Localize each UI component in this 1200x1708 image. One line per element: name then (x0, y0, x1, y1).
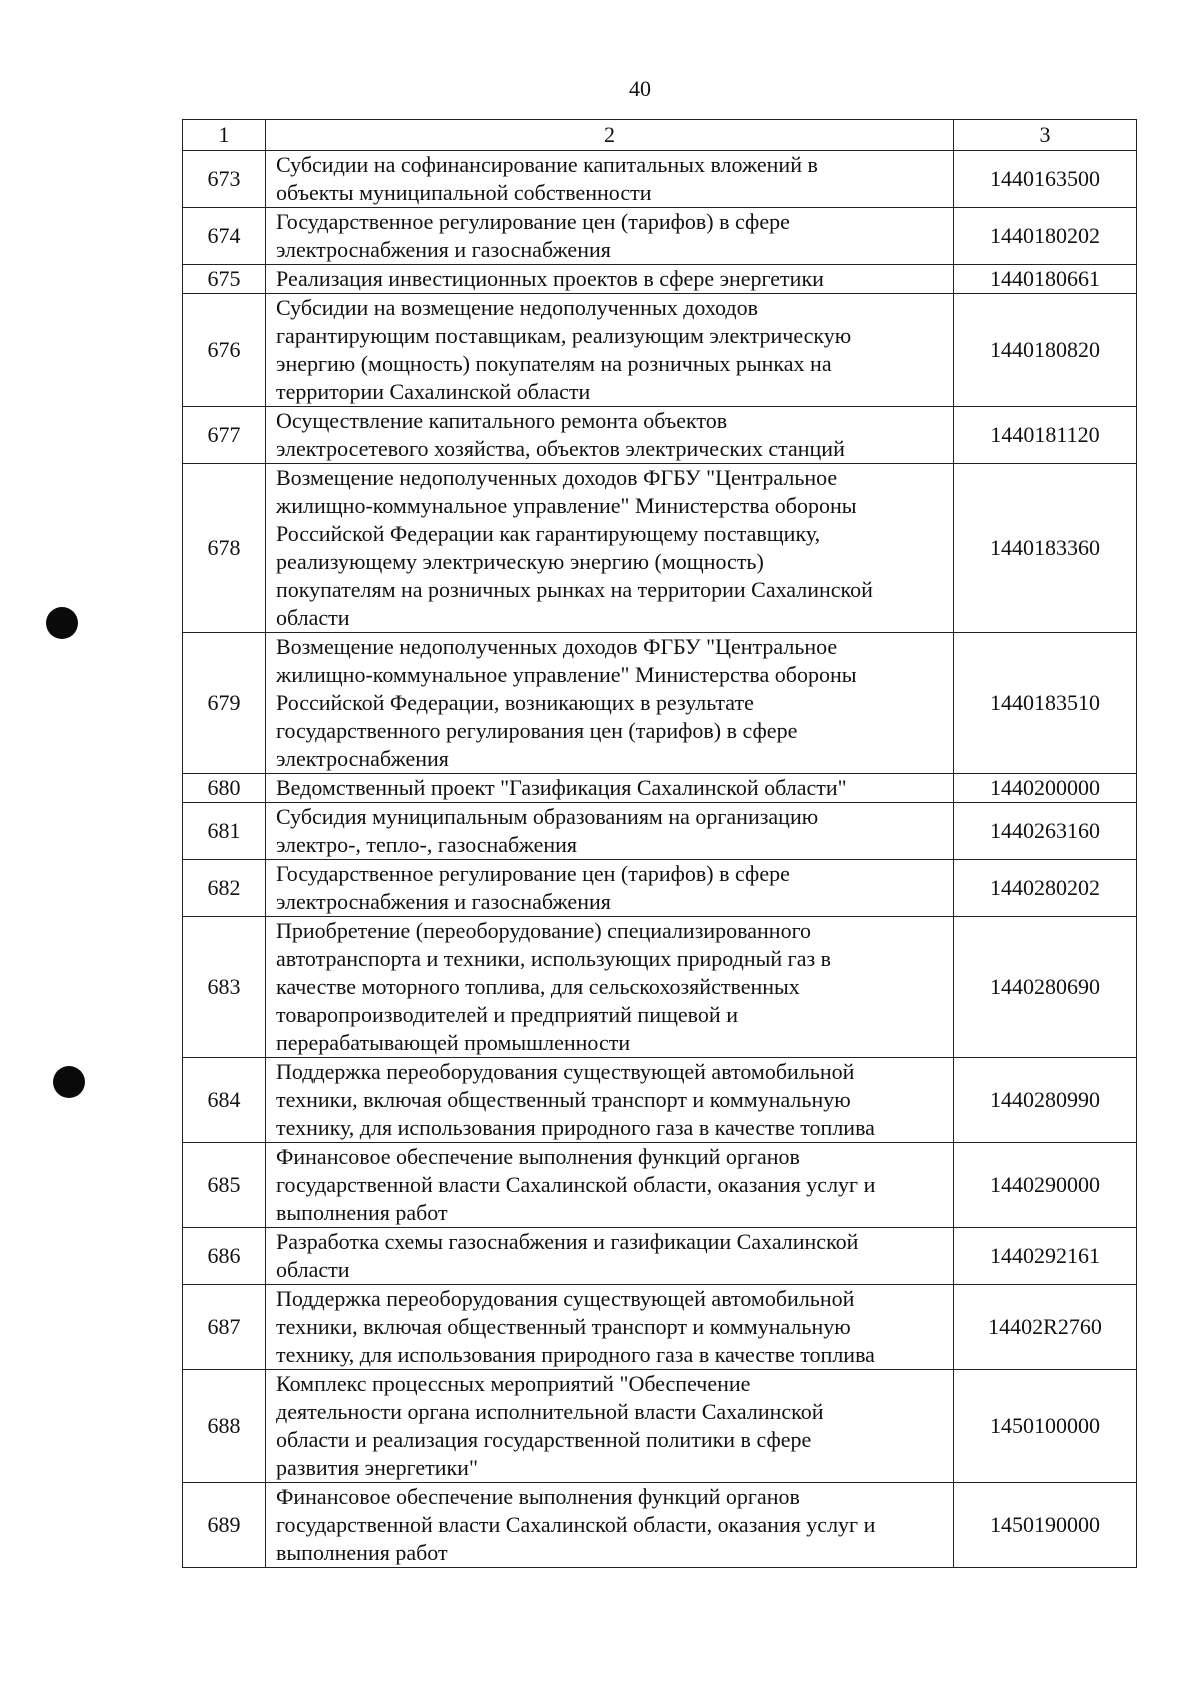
row-code: 1440290000 (954, 1143, 1137, 1228)
row-name: Реализация инвестиционных проектов в сфере энергетики (266, 265, 954, 294)
table-row (183, 294, 1137, 407)
row-code: 1440280990 (954, 1058, 1137, 1143)
row-name: Государственное регулирование цен (тарифов) в сфере электроснабжения и газоснабжения (266, 860, 954, 917)
row-code: 1440292161 (954, 1228, 1137, 1285)
table-row (183, 151, 1137, 208)
table-row (183, 860, 1137, 917)
row-code: 14402R2760 (954, 1285, 1137, 1370)
row-name: Ведомственный проект "Газификация Сахалинской области" (266, 774, 954, 803)
row-code: 1440183360 (954, 464, 1137, 633)
row-name: Субсидии на возмещение недополученных доходов гарантирующим поставщикам, реализующим электрическую энергию (мощность) покупателям на розничных рынках на территории Сахалинской области (266, 294, 954, 407)
table-row (183, 1228, 1137, 1285)
row-number: 682 (183, 860, 266, 917)
row-number: 683 (183, 917, 266, 1058)
row-code: 1440280202 (954, 860, 1137, 917)
row-code: 1440180661 (954, 265, 1137, 294)
row-number: 687 (183, 1285, 266, 1370)
page-number: 40 (629, 76, 651, 101)
column-header-2: 2 (266, 120, 954, 151)
row-number: 680 (183, 774, 266, 803)
row-code: 1440163500 (954, 151, 1137, 208)
row-name: Осуществление капитального ремонта объектов электросетевого хозяйства, объектов электрических станций (266, 407, 954, 464)
row-name: Разработка схемы газоснабжения и газификации Сахалинской области (266, 1228, 954, 1285)
table-row (183, 1143, 1137, 1228)
row-code: 1440200000 (954, 774, 1137, 803)
budget-code-table (182, 119, 1137, 1568)
row-name: Субсидии на софинансирование капитальных вложений в объекты муниципальной собственности (266, 151, 954, 208)
table-row (183, 633, 1137, 774)
row-number: 686 (183, 1228, 266, 1285)
row-number: 684 (183, 1058, 266, 1143)
row-number: 689 (183, 1483, 266, 1568)
table-row (183, 1483, 1137, 1568)
table-row (183, 774, 1137, 803)
row-number: 685 (183, 1143, 266, 1228)
row-name: Комплекс процессных мероприятий "Обеспечение деятельности органа исполнительной власти Сахалинской области и реализация государственной политики в сфере развития энергетики" (266, 1370, 954, 1483)
row-number: 676 (183, 294, 266, 407)
row-code: 1440183510 (954, 633, 1137, 774)
column-header-3: 3 (954, 120, 1137, 151)
row-number: 675 (183, 265, 266, 294)
row-number: 681 (183, 803, 266, 860)
row-name: Поддержка переоборудования существующей автомобильной техники, включая общественный транспорт и коммунальную технику, для использования природного газа в качестве топлива (266, 1285, 954, 1370)
row-number: 677 (183, 407, 266, 464)
row-name: Поддержка переоборудования существующей автомобильной техники, включая общественный транспорт и коммунальную технику, для использования природного газа в качестве топлива (266, 1058, 954, 1143)
row-name: Финансовое обеспечение выполнения функций органов государственной власти Сахалинской области, оказания услуг и выполнения работ (266, 1483, 954, 1568)
row-code: 1440180202 (954, 208, 1137, 265)
table-row (183, 265, 1137, 294)
row-code: 1440180820 (954, 294, 1137, 407)
row-number: 678 (183, 464, 266, 633)
table-row (183, 464, 1137, 633)
row-code: 1440280690 (954, 917, 1137, 1058)
row-number: 679 (183, 633, 266, 774)
row-name: Финансовое обеспечение выполнения функций органов государственной власти Сахалинской области, оказания услуг и выполнения работ (266, 1143, 954, 1228)
row-number: 688 (183, 1370, 266, 1483)
row-name: Возмещение недополученных доходов ФГБУ "Центральное жилищно-коммунальное управление" Министерства обороны Российской Федерации как гарантирующему поставщику, реализующему электрическую энергию (мощность) покупателям на розничных рынках на территории Сахалинской области (266, 464, 954, 633)
row-name: Государственное регулирование цен (тарифов) в сфере электроснабжения и газоснабжения (266, 208, 954, 265)
row-code: 1440181120 (954, 407, 1137, 464)
table-row (183, 803, 1137, 860)
row-name: Субсидия муниципальным образованиям на организацию электро-, тепло-, газоснабжения (266, 803, 954, 860)
table-row (183, 1285, 1137, 1370)
table-row (183, 1058, 1137, 1143)
row-code: 1440263160 (954, 803, 1137, 860)
table-header-row (183, 120, 1137, 151)
row-name: Приобретение (переоборудование) специализированного автотранспорта и техники, использующих природный газ в качестве моторного топлива, для сельскохозяйственных товаропроизводителей и предприятий пищевой и перерабатывающей промышленности (266, 917, 954, 1058)
table-row (183, 208, 1137, 265)
row-number: 674 (183, 208, 266, 265)
table-row (183, 407, 1137, 464)
binder-hole (46, 607, 78, 639)
binder-hole (53, 1066, 85, 1098)
row-name: Возмещение недополученных доходов ФГБУ "Центральное жилищно-коммунальное управление" Министерства обороны Российской Федерации, возникающих в результате государственного регулирования цен (тарифов) в сфере электроснабжения (266, 633, 954, 774)
row-code: 1450190000 (954, 1483, 1137, 1568)
column-header-1: 1 (183, 120, 266, 151)
row-number: 673 (183, 151, 266, 208)
table-row (183, 1370, 1137, 1483)
table-body (183, 120, 1137, 1568)
table-row (183, 917, 1137, 1058)
row-code: 1450100000 (954, 1370, 1137, 1483)
